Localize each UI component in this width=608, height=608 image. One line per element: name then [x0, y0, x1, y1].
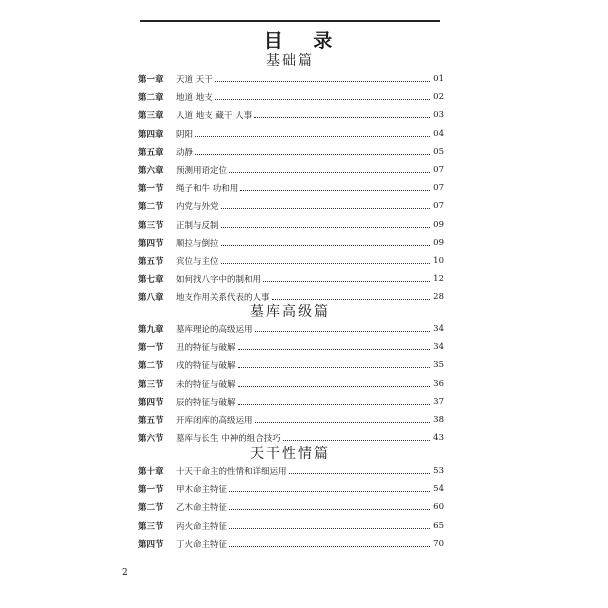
toc-entry-title: 丙火命主特征 — [176, 521, 228, 532]
toc-entry-title: 正制与反制 — [176, 220, 219, 231]
toc-entry-title: 动静 — [176, 147, 194, 158]
toc-entry-title: 丁火命主特征 — [176, 539, 228, 550]
section-heading: 墓库高级篇 — [250, 304, 330, 320]
toc-entry[interactable] — [138, 464, 444, 478]
toc-entry-page: 02 — [433, 92, 444, 103]
toc-entry-number: 第三节 — [138, 521, 164, 532]
toc-entry-page: 03 — [433, 110, 444, 121]
toc-entry-number: 第二节 — [138, 202, 164, 213]
toc-entry-page: 35 — [433, 360, 444, 371]
toc-entry[interactable] — [138, 500, 444, 514]
dot-leader — [283, 439, 430, 441]
page-title: 目 录 — [263, 30, 345, 52]
toc-entry-page: 37 — [433, 396, 444, 407]
toc-entry-page: 34 — [433, 342, 444, 353]
toc-entry-page: 09 — [433, 237, 444, 248]
toc-entry-number: 第一章 — [138, 75, 164, 85]
dot-leader — [255, 421, 430, 423]
toc-entry-title: 甲木命主特征 — [176, 485, 228, 496]
toc-entry-number: 第二节 — [138, 503, 164, 514]
toc-entry-title: 人道 地支 藏干 人事 — [176, 111, 253, 122]
toc-entry-title: 天道 天干 — [176, 75, 213, 85]
toc-entry-page: 01 — [433, 74, 444, 84]
toc-entry-page: 38 — [433, 415, 444, 425]
toc-entry-number: 第四节 — [138, 539, 164, 550]
dot-leader — [195, 153, 430, 155]
toc-entry-number: 第六章 — [138, 166, 164, 176]
toc-entry-page: 70 — [433, 538, 444, 549]
toc-entry-page: 10 — [433, 256, 444, 266]
toc-entry[interactable] — [138, 413, 444, 427]
toc-entry[interactable] — [138, 199, 444, 213]
top-rule — [140, 20, 440, 22]
dot-leader — [195, 135, 430, 137]
toc-entry-title: 宾位与主位 — [176, 257, 219, 267]
toc-entry-title: 未的特征与破解 — [176, 379, 236, 390]
toc-entry-page: 05 — [433, 146, 444, 157]
toc-entry[interactable] — [138, 163, 444, 177]
toc-entry-number: 第一节 — [138, 343, 164, 354]
toc-entry-page: 34 — [433, 324, 444, 334]
dot-leader — [221, 207, 430, 209]
dot-leader — [254, 116, 430, 118]
toc-entry-number: 第五节 — [138, 257, 164, 267]
toc-entry[interactable] — [138, 395, 444, 409]
toc-entry[interactable] — [138, 108, 444, 122]
toc-entry[interactable] — [138, 482, 444, 496]
toc-entry[interactable] — [138, 272, 444, 286]
toc-entry-title: 戌的特征与破解 — [176, 361, 236, 372]
toc-entry-title: 顺拉与倒拉 — [176, 238, 219, 249]
toc-entry[interactable] — [138, 322, 444, 336]
toc-entry-page: 07 — [433, 183, 444, 194]
toc-entry-title: 内党与外党 — [176, 202, 219, 213]
toc-entry-number: 第一节 — [138, 184, 164, 195]
dot-leader — [215, 98, 430, 100]
toc-entry-number: 第五节 — [138, 416, 164, 426]
dot-leader — [238, 366, 430, 368]
section-heading: 天干性情篇 — [250, 446, 330, 462]
toc-entry-number: 第九章 — [138, 325, 164, 335]
toc-entry[interactable] — [138, 236, 444, 250]
toc-entry-page: 04 — [433, 128, 444, 139]
dot-leader — [229, 545, 430, 547]
toc-entry-page: 43 — [433, 433, 444, 444]
toc-entry[interactable] — [138, 377, 444, 391]
dot-leader — [229, 508, 430, 510]
toc-entry[interactable] — [138, 218, 444, 232]
toc-entry-number: 第五章 — [138, 147, 164, 158]
toc-entry[interactable] — [138, 181, 444, 195]
dot-leader — [240, 189, 430, 191]
dot-leader — [229, 490, 430, 492]
toc-entry-title: 十天干命主的性情和详细运用 — [176, 467, 287, 477]
dot-leader — [221, 226, 430, 228]
toc-entry-title: 辰的特征与破解 — [176, 397, 236, 408]
toc-entry[interactable] — [138, 145, 444, 159]
toc-entry[interactable] — [138, 254, 444, 268]
dot-leader — [255, 330, 430, 332]
toc-entry-title: 阴阳 — [176, 129, 194, 140]
dot-leader — [229, 171, 430, 173]
toc-entry-title: 预测用语定位 — [176, 166, 228, 176]
toc-entry-title: 如何找八字中的制和用 — [176, 275, 262, 286]
dot-leader — [215, 80, 430, 82]
toc-entry[interactable] — [138, 519, 444, 533]
dot-leader — [221, 262, 430, 264]
dot-leader — [263, 280, 430, 282]
toc-entry-title: 丑的特征与破解 — [176, 343, 236, 354]
toc-entry-number: 第六节 — [138, 434, 164, 445]
toc-entry-title: 地支作用关系代表的人事 — [176, 293, 270, 304]
page-number: 2 — [122, 568, 128, 578]
dot-leader — [238, 385, 430, 387]
toc-entry-number: 第十章 — [138, 467, 164, 477]
toc-entry-page: 09 — [433, 219, 444, 230]
toc-entry-title: 开库闭库的高级运用 — [176, 416, 253, 426]
toc-entry-number: 第七章 — [138, 275, 164, 286]
toc-entry-number: 第三节 — [138, 220, 164, 231]
toc-entry-number: 第二节 — [138, 361, 164, 372]
dot-leader — [229, 527, 430, 529]
toc-entry-page: 60 — [433, 502, 444, 513]
toc-entry-number: 第三章 — [138, 111, 164, 122]
toc-entry-title: 乙木命主特征 — [176, 503, 228, 514]
toc-entry-number: 第八章 — [138, 293, 164, 304]
toc-entry-number: 第二章 — [138, 93, 164, 104]
toc-entry[interactable] — [138, 340, 444, 354]
dot-leader — [289, 472, 430, 474]
toc-entry-page: 65 — [433, 520, 444, 531]
toc-entry-page: 53 — [433, 466, 444, 476]
toc-entry[interactable] — [138, 537, 444, 551]
toc-entry-page: 07 — [433, 165, 444, 175]
dot-leader — [238, 403, 430, 405]
toc-entry-number: 第三节 — [138, 379, 164, 390]
section-heading: 基础篇 — [266, 53, 314, 69]
toc-entry-page: 07 — [433, 201, 444, 212]
toc-entry[interactable] — [138, 127, 444, 141]
toc-entry-title: 墓库理论的高级运用 — [176, 325, 253, 335]
toc-entry-page: 36 — [433, 378, 444, 389]
toc-entry-page: 12 — [433, 274, 444, 285]
toc-entry-number: 第一节 — [138, 485, 164, 496]
toc-entry-title: 墓库与长生 中神的组合技巧 — [176, 434, 281, 445]
toc-entry-number: 第四章 — [138, 129, 164, 140]
toc-entry-page: 28 — [433, 292, 444, 303]
toc-entry-title: 绳子和牛 功和用 — [176, 184, 239, 195]
dot-leader — [221, 244, 430, 246]
toc-entry[interactable] — [138, 90, 444, 104]
toc-entry[interactable] — [138, 72, 444, 86]
toc-entry-title: 地道 地支 — [176, 93, 213, 104]
toc-entry-page: 54 — [433, 484, 444, 495]
dot-leader — [238, 348, 430, 350]
toc-entry[interactable] — [138, 358, 444, 372]
toc-entry-number: 第四节 — [138, 397, 164, 408]
toc-entry-number: 第四节 — [138, 238, 164, 249]
